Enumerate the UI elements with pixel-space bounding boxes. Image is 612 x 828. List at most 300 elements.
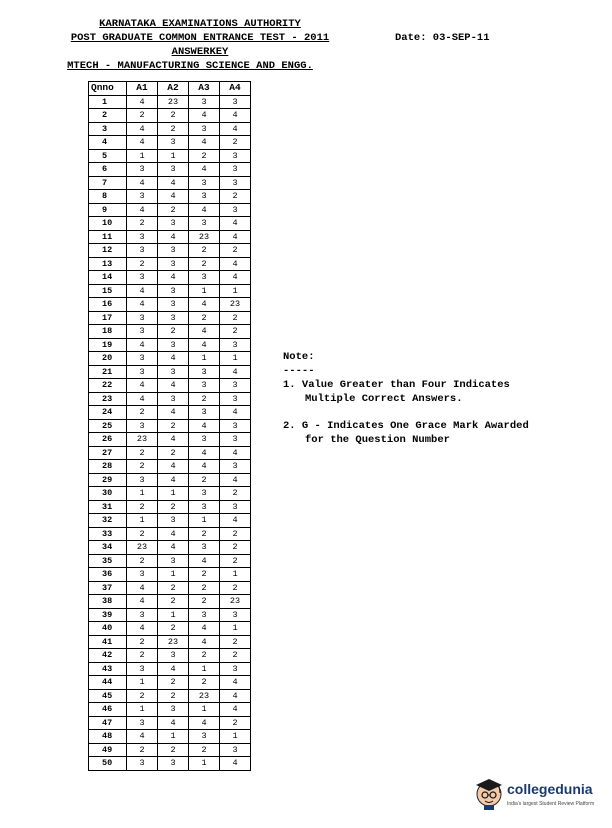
table-row	[89, 500, 251, 514]
answer-cell-a2: 4	[158, 190, 189, 204]
question-number-cell: 49	[89, 743, 127, 757]
answer-cell-a2: 4	[158, 271, 189, 285]
answer-cell-a3: 4	[189, 716, 220, 730]
answer-cell-a2: 4	[158, 527, 189, 541]
answer-cell-a1: 2	[127, 635, 158, 649]
answer-cell-a3: 3	[189, 190, 220, 204]
question-number-cell: 11	[89, 230, 127, 244]
answer-cell-a1: 3	[127, 244, 158, 258]
answer-cell-a4: 3	[220, 176, 251, 190]
answer-cell-a1: 2	[127, 527, 158, 541]
answer-cell-a3: 4	[189, 163, 220, 177]
answer-cell-a1: 4	[127, 122, 158, 136]
answer-cell-a1: 2	[127, 649, 158, 663]
answer-cell-a2: 3	[158, 514, 189, 528]
answer-cell-a1: 3	[127, 230, 158, 244]
answer-cell-a1: 3	[127, 568, 158, 582]
table-row	[89, 379, 251, 393]
question-number-cell: 9	[89, 203, 127, 217]
table-row	[89, 325, 251, 339]
answer-cell-a1: 1	[127, 703, 158, 717]
answer-cell-a3: 3	[189, 379, 220, 393]
answer-cell-a3: 2	[189, 473, 220, 487]
answer-cell-a4: 4	[220, 122, 251, 136]
answer-cell-a2: 4	[158, 460, 189, 474]
answer-cell-a1: 2	[127, 109, 158, 123]
question-number-cell: 35	[89, 554, 127, 568]
answer-cell-a1: 23	[127, 433, 158, 447]
question-number-cell: 24	[89, 406, 127, 420]
answer-cell-a1: 3	[127, 325, 158, 339]
answer-cell-a4: 3	[220, 743, 251, 757]
answer-cell-a2: 3	[158, 257, 189, 271]
answer-cell-a2: 1	[158, 487, 189, 501]
answer-cell-a2: 3	[158, 392, 189, 406]
question-number-cell: 28	[89, 460, 127, 474]
question-number-cell: 39	[89, 608, 127, 622]
question-number-cell: 42	[89, 649, 127, 663]
answer-cell-a3: 4	[189, 325, 220, 339]
question-number-cell: 26	[89, 433, 127, 447]
answer-cell-a4: 4	[220, 217, 251, 231]
table-row	[89, 95, 251, 109]
answer-cell-a4: 4	[220, 689, 251, 703]
table-row	[89, 419, 251, 433]
question-number-cell: 17	[89, 311, 127, 325]
answer-cell-a3: 3	[189, 122, 220, 136]
answer-cell-a3: 4	[189, 635, 220, 649]
answer-cell-a3: 2	[189, 581, 220, 595]
answer-cell-a4: 2	[220, 311, 251, 325]
answer-cell-a4: 3	[220, 149, 251, 163]
question-number-cell: 21	[89, 365, 127, 379]
question-number-cell: 44	[89, 676, 127, 690]
table-row	[89, 136, 251, 150]
answer-cell-a2: 2	[158, 581, 189, 595]
answer-cell-a2: 1	[158, 149, 189, 163]
question-number-cell: 14	[89, 271, 127, 285]
answer-cell-a2: 3	[158, 311, 189, 325]
column-header-a1: A1	[127, 82, 158, 96]
answer-cell-a2: 2	[158, 203, 189, 217]
answer-cell-a4: 3	[220, 392, 251, 406]
answer-cell-a2: 23	[158, 635, 189, 649]
answer-cell-a3: 2	[189, 676, 220, 690]
question-number-cell: 5	[89, 149, 127, 163]
note-1-line-2: Multiple Correct Answers.	[305, 393, 463, 405]
question-number-cell: 19	[89, 338, 127, 352]
answer-cell-a1: 4	[127, 176, 158, 190]
answer-cell-a4: 4	[220, 514, 251, 528]
answer-cell-a1: 4	[127, 136, 158, 150]
question-number-cell: 48	[89, 730, 127, 744]
question-number-cell: 33	[89, 527, 127, 541]
question-number-cell: 27	[89, 446, 127, 460]
table-row	[89, 622, 251, 636]
answer-cell-a2: 4	[158, 230, 189, 244]
answer-cell-a1: 3	[127, 190, 158, 204]
table-row	[89, 352, 251, 366]
answer-cell-a4: 3	[220, 662, 251, 676]
question-number-cell: 31	[89, 500, 127, 514]
answer-cell-a3: 4	[189, 419, 220, 433]
answer-cell-a3: 2	[189, 649, 220, 663]
answer-cell-a4: 4	[220, 365, 251, 379]
answer-cell-a2: 2	[158, 622, 189, 636]
answer-cell-a2: 2	[158, 500, 189, 514]
answer-cell-a1: 4	[127, 379, 158, 393]
answer-cell-a3: 3	[189, 406, 220, 420]
answer-cell-a4: 1	[220, 622, 251, 636]
answer-cell-a1: 4	[127, 581, 158, 595]
answer-cell-a4: 3	[220, 419, 251, 433]
answer-cell-a3: 1	[189, 284, 220, 298]
notes-panel	[283, 350, 529, 447]
answer-cell-a1: 3	[127, 608, 158, 622]
question-number-cell: 36	[89, 568, 127, 582]
question-number-cell: 47	[89, 716, 127, 730]
answer-cell-a4: 2	[220, 190, 251, 204]
question-number-cell: 3	[89, 122, 127, 136]
answer-cell-a1: 2	[127, 446, 158, 460]
answer-cell-a2: 1	[158, 608, 189, 622]
answer-cell-a2: 3	[158, 163, 189, 177]
answer-cell-a1: 2	[127, 257, 158, 271]
answer-cell-a1: 4	[127, 730, 158, 744]
answer-cell-a4: 3	[220, 203, 251, 217]
answer-cell-a2: 4	[158, 352, 189, 366]
answer-cell-a1: 3	[127, 757, 158, 771]
table-row	[89, 554, 251, 568]
answer-cell-a1: 4	[127, 595, 158, 609]
question-number-cell: 30	[89, 487, 127, 501]
answer-key-table	[88, 81, 251, 771]
column-header-a3: A3	[189, 82, 220, 96]
answer-cell-a1: 1	[127, 487, 158, 501]
answer-cell-a2: 2	[158, 676, 189, 690]
answer-cell-a1: 2	[127, 500, 158, 514]
answer-cell-a4: 4	[220, 257, 251, 271]
answer-cell-a1: 2	[127, 743, 158, 757]
answer-cell-a3: 4	[189, 203, 220, 217]
answer-cell-a4: 4	[220, 676, 251, 690]
answer-cell-a2: 2	[158, 419, 189, 433]
answer-cell-a1: 4	[127, 95, 158, 109]
answer-cell-a1: 2	[127, 689, 158, 703]
answer-cell-a3: 2	[189, 392, 220, 406]
answer-cell-a1: 3	[127, 311, 158, 325]
question-number-cell: 43	[89, 662, 127, 676]
answer-cell-a3: 3	[189, 487, 220, 501]
answer-cell-a1: 1	[127, 676, 158, 690]
table-row	[89, 581, 251, 595]
header-subject: MTECH - MANUFACTURING SCIENCE AND ENGG.	[67, 60, 313, 72]
answer-cell-a4: 4	[220, 703, 251, 717]
answer-cell-a1: 2	[127, 460, 158, 474]
question-number-cell: 20	[89, 352, 127, 366]
answer-cell-a2: 4	[158, 541, 189, 555]
table-row	[89, 649, 251, 663]
answer-cell-a2: 3	[158, 217, 189, 231]
answer-cell-a2: 3	[158, 649, 189, 663]
collegedunia-logo	[475, 776, 607, 816]
answer-cell-a1: 2	[127, 406, 158, 420]
answer-cell-a3: 2	[189, 311, 220, 325]
table-row	[89, 122, 251, 136]
answer-cell-a4: 2	[220, 716, 251, 730]
answer-cell-a1: 1	[127, 514, 158, 528]
answer-cell-a4: 3	[220, 500, 251, 514]
answer-cell-a2: 3	[158, 284, 189, 298]
table-row	[89, 311, 251, 325]
answer-cell-a3: 3	[189, 433, 220, 447]
table-row	[89, 568, 251, 582]
question-number-cell: 50	[89, 757, 127, 771]
answer-cell-a3: 3	[189, 217, 220, 231]
graduate-cap-icon	[475, 776, 503, 810]
answer-cell-a4: 2	[220, 136, 251, 150]
table-row	[89, 514, 251, 528]
answer-cell-a3: 3	[189, 608, 220, 622]
answer-key-body	[89, 95, 251, 770]
answer-cell-a3: 2	[189, 568, 220, 582]
table-row	[89, 338, 251, 352]
table-row	[89, 635, 251, 649]
answer-cell-a2: 3	[158, 244, 189, 258]
answer-cell-a1: 23	[127, 541, 158, 555]
answer-cell-a3: 23	[189, 230, 220, 244]
question-number-cell: 37	[89, 581, 127, 595]
question-number-cell: 10	[89, 217, 127, 231]
answer-cell-a2: 2	[158, 446, 189, 460]
question-number-cell: 40	[89, 622, 127, 636]
answer-cell-a1: 2	[127, 554, 158, 568]
answer-cell-a4: 3	[220, 163, 251, 177]
answer-cell-a3: 4	[189, 446, 220, 460]
question-number-cell: 32	[89, 514, 127, 528]
table-row	[89, 365, 251, 379]
table-row	[89, 608, 251, 622]
answer-cell-a3: 4	[189, 338, 220, 352]
answer-cell-a3: 1	[189, 352, 220, 366]
column-header-qnno: Qnno	[89, 82, 127, 96]
answer-cell-a2: 2	[158, 122, 189, 136]
table-row	[89, 446, 251, 460]
answer-cell-a3: 2	[189, 527, 220, 541]
answer-cell-a3: 4	[189, 298, 220, 312]
answer-cell-a4: 1	[220, 730, 251, 744]
table-row	[89, 203, 251, 217]
table-row	[89, 487, 251, 501]
answer-cell-a2: 3	[158, 365, 189, 379]
answer-cell-a3: 3	[189, 95, 220, 109]
answer-cell-a4: 4	[220, 109, 251, 123]
answer-cell-a4: 2	[220, 635, 251, 649]
answer-cell-a2: 3	[158, 298, 189, 312]
table-row	[89, 109, 251, 123]
table-row	[89, 676, 251, 690]
answer-cell-a4: 4	[220, 473, 251, 487]
table-row	[89, 460, 251, 474]
question-number-cell: 25	[89, 419, 127, 433]
table-row	[89, 149, 251, 163]
table-row	[89, 230, 251, 244]
answer-cell-a3: 2	[189, 257, 220, 271]
answer-cell-a3: 1	[189, 703, 220, 717]
question-number-cell: 22	[89, 379, 127, 393]
answer-cell-a1: 3	[127, 352, 158, 366]
question-number-cell: 15	[89, 284, 127, 298]
table-row	[89, 527, 251, 541]
answer-cell-a2: 1	[158, 730, 189, 744]
table-row	[89, 406, 251, 420]
table-row	[89, 730, 251, 744]
answer-cell-a1: 3	[127, 473, 158, 487]
header-answerkey: ANSWERKEY	[171, 46, 229, 58]
answer-cell-a4: 1	[220, 284, 251, 298]
answer-cell-a2: 4	[158, 716, 189, 730]
answer-cell-a3: 3	[189, 541, 220, 555]
answer-cell-a2: 1	[158, 568, 189, 582]
column-header-a4: A4	[220, 82, 251, 96]
answer-cell-a4: 3	[220, 460, 251, 474]
answer-cell-a4: 1	[220, 568, 251, 582]
answer-cell-a2: 2	[158, 743, 189, 757]
answer-cell-a2: 3	[158, 136, 189, 150]
logo-brand-text: collegedunia	[507, 781, 593, 797]
answer-cell-a3: 4	[189, 554, 220, 568]
table-row	[89, 595, 251, 609]
question-number-cell: 13	[89, 257, 127, 271]
table-row	[89, 541, 251, 555]
table-row	[89, 244, 251, 258]
question-number-cell: 1	[89, 95, 127, 109]
answer-cell-a2: 4	[158, 176, 189, 190]
answer-cell-a1: 2	[127, 217, 158, 231]
answer-cell-a2: 4	[158, 379, 189, 393]
question-number-cell: 34	[89, 541, 127, 555]
column-header-a2: A2	[158, 82, 189, 96]
answer-cell-a4: 4	[220, 271, 251, 285]
answer-cell-a2: 3	[158, 757, 189, 771]
question-number-cell: 7	[89, 176, 127, 190]
answer-cell-a4: 3	[220, 433, 251, 447]
answer-cell-a3: 4	[189, 136, 220, 150]
table-row	[89, 271, 251, 285]
exam-date: Date: 03-SEP-11	[395, 32, 490, 44]
answer-cell-a4: 2	[220, 244, 251, 258]
answer-cell-a1: 4	[127, 338, 158, 352]
table-row	[89, 392, 251, 406]
question-number-cell: 16	[89, 298, 127, 312]
answer-cell-a3: 3	[189, 500, 220, 514]
answer-cell-a4: 1	[220, 352, 251, 366]
answer-cell-a4: 2	[220, 554, 251, 568]
question-number-cell: 4	[89, 136, 127, 150]
answer-cell-a4: 2	[220, 541, 251, 555]
table-row	[89, 176, 251, 190]
answer-cell-a1: 3	[127, 365, 158, 379]
header-exam-title: POST GRADUATE COMMON ENTRANCE TEST - 2011	[70, 32, 330, 44]
notes-title: Note:	[283, 351, 315, 363]
answer-cell-a3: 4	[189, 109, 220, 123]
table-row	[89, 190, 251, 204]
answer-cell-a1: 3	[127, 419, 158, 433]
question-number-cell: 6	[89, 163, 127, 177]
answer-cell-a4: 4	[220, 406, 251, 420]
answer-cell-a4: 2	[220, 527, 251, 541]
question-number-cell: 12	[89, 244, 127, 258]
answer-cell-a3: 3	[189, 271, 220, 285]
answer-cell-a3: 23	[189, 689, 220, 703]
answer-cell-a4: 3	[220, 608, 251, 622]
table-row	[89, 284, 251, 298]
answer-cell-a3: 3	[189, 730, 220, 744]
question-number-cell: 29	[89, 473, 127, 487]
question-number-cell: 2	[89, 109, 127, 123]
answer-cell-a1: 4	[127, 392, 158, 406]
question-number-cell: 18	[89, 325, 127, 339]
answer-cell-a4: 3	[220, 338, 251, 352]
answer-cell-a1: 4	[127, 298, 158, 312]
answer-cell-a4: 2	[220, 325, 251, 339]
table-row	[89, 257, 251, 271]
answer-cell-a2: 23	[158, 95, 189, 109]
question-number-cell: 41	[89, 635, 127, 649]
answer-cell-a3: 3	[189, 176, 220, 190]
table-row	[89, 716, 251, 730]
answer-cell-a3: 2	[189, 244, 220, 258]
answer-cell-a3: 1	[189, 514, 220, 528]
table-row	[89, 743, 251, 757]
answer-cell-a1: 3	[127, 163, 158, 177]
answer-cell-a1: 3	[127, 716, 158, 730]
table-row	[89, 217, 251, 231]
answer-cell-a3: 2	[189, 743, 220, 757]
answer-cell-a1: 3	[127, 662, 158, 676]
answer-cell-a2: 4	[158, 406, 189, 420]
answer-cell-a1: 3	[127, 271, 158, 285]
answer-cell-a2: 3	[158, 554, 189, 568]
answer-cell-a2: 4	[158, 662, 189, 676]
answer-cell-a3: 4	[189, 460, 220, 474]
table-row	[89, 298, 251, 312]
table-header-row	[89, 82, 251, 96]
table-row	[89, 757, 251, 771]
answer-cell-a2: 4	[158, 473, 189, 487]
logo-tagline: India's largest Student Review Platform	[507, 801, 595, 807]
answer-cell-a2: 2	[158, 689, 189, 703]
answer-cell-a3: 4	[189, 622, 220, 636]
answer-cell-a2: 4	[158, 433, 189, 447]
answer-cell-a2: 2	[158, 595, 189, 609]
table-row	[89, 163, 251, 177]
answer-cell-a3: 1	[189, 757, 220, 771]
answer-cell-a4: 4	[220, 446, 251, 460]
answer-cell-a4: 4	[220, 757, 251, 771]
answer-cell-a1: 4	[127, 284, 158, 298]
answer-cell-a2: 2	[158, 325, 189, 339]
answer-cell-a3: 2	[189, 149, 220, 163]
notes-rule: -----	[283, 365, 315, 377]
answer-cell-a4: 2	[220, 649, 251, 663]
header-authority: KARNATAKA EXAMINATIONS AUTHORITY	[99, 18, 301, 30]
table-row	[89, 703, 251, 717]
answer-cell-a3: 2	[189, 595, 220, 609]
question-number-cell: 45	[89, 689, 127, 703]
note-2-line-2: for the Question Number	[305, 434, 450, 446]
answer-cell-a4: 2	[220, 487, 251, 501]
